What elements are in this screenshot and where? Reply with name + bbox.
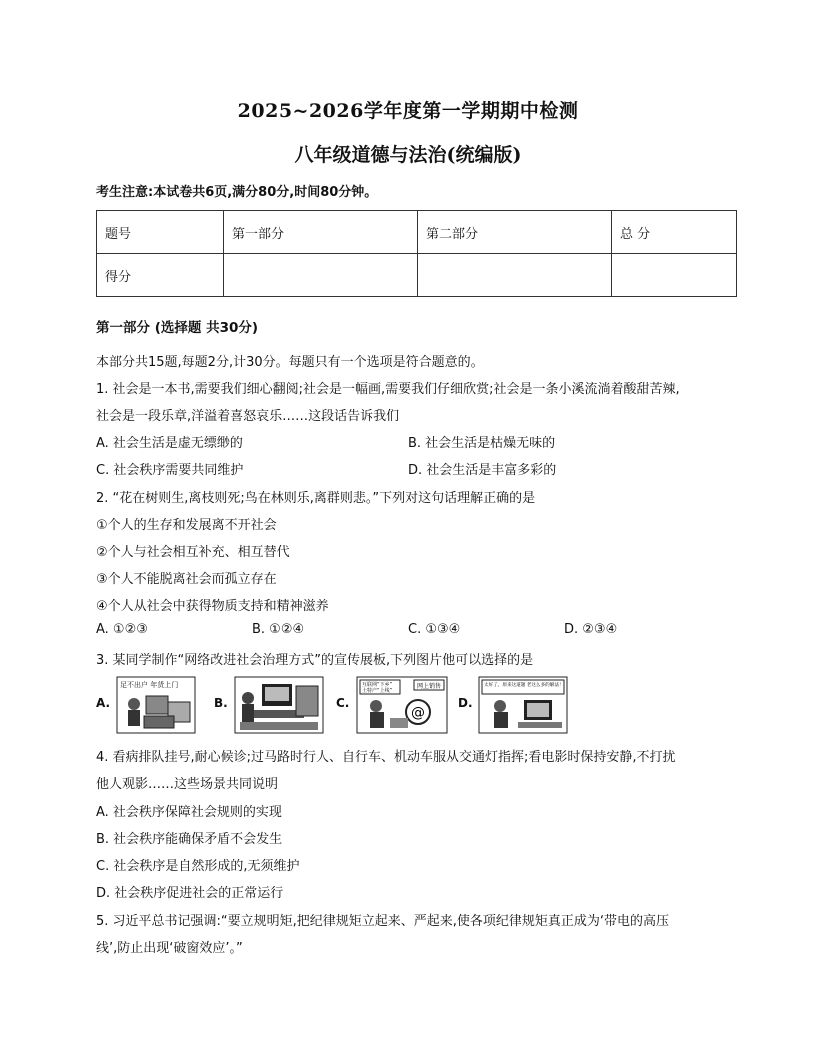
q4-option-a: A. 社会秩序保障社会规则的实现	[96, 805, 282, 820]
q3-image-option-b	[214, 676, 329, 734]
q4-stem-line1: 4. 看病排队挂号,耐心候诊;过马路时行人、自行车、机动车服从交通灯指挥;看电影时保持安静,不打扰	[96, 750, 676, 765]
score-table-score-row	[97, 254, 737, 297]
student-computer-illustration-icon	[478, 676, 568, 734]
q3-image-label-a: A.	[96, 696, 111, 710]
q3-image-option-c	[336, 676, 451, 734]
q3-c-caption-3: 网上销售	[417, 683, 442, 690]
q3-c-caption-1: 互联网“下乡”	[362, 682, 393, 688]
q1-option-d: D. 社会生活是丰富多彩的	[408, 463, 557, 478]
q2-statement-1: ①个人的生存和发展离不开社会	[96, 518, 277, 533]
q5-stem-line1: 5. 习近平总书记强调:“要立规明矩,把纪律规矩立起来、严起来,使各项纪律规矩真正成为‘带电的高压	[96, 914, 670, 929]
score-table-label-cell: 得分	[97, 254, 224, 297]
exam-notice: 考生注意:本试卷共6页,满分80分,时间80分钟。	[96, 185, 378, 200]
score-table-input-cell	[224, 254, 418, 297]
q3-image-label-c: C.	[336, 696, 350, 710]
score-table-input-cell	[418, 254, 612, 297]
q4-option-d: D. 社会秩序促进社会的正常运行	[96, 886, 284, 901]
score-table-header-cell: 题号	[97, 211, 224, 254]
q2-option-b: B. ①②④	[252, 622, 305, 637]
q3-image-option-d	[458, 676, 568, 734]
q2-stem: 2. “花在树则生,离枝则死;鸟在林则乐,离群则悲。”下列对这句话理解正确的是	[96, 491, 536, 506]
q2-statement-2: ②个人与社会相互补充、相互替代	[96, 545, 290, 560]
score-table-header-row	[97, 211, 737, 254]
q1-option-b: B. 社会生活是枯燥无味的	[408, 436, 556, 451]
q3-image-option-a	[96, 676, 206, 734]
q5-stem-line2: 线’,防止出现‘破窗效应’。”	[96, 941, 243, 956]
q1-stem-line2: 社会是一段乐章,洋溢着喜怒哀乐……这段话告诉我们	[96, 409, 400, 424]
part1-intro: 本部分共15题,每题2分,计30分。每题只有一个选项是符合题意的。	[96, 355, 484, 370]
q3-c-caption-2: 土特产“上线”	[362, 688, 393, 694]
q3-d-caption: 太好了，原来这道题 老这么多的解法！	[484, 683, 564, 688]
q2-statement-3: ③个人不能脱离社会而孤立存在	[96, 572, 277, 587]
score-table-header-cell: 第二部分	[418, 211, 612, 254]
q1-stem-line1: 1. 社会是一本书,需要我们细心翻阅;社会是一幅画,需要我们仔细欣赏;社会是一条小溪流淌着酸甜苦辣,	[96, 382, 680, 397]
q3-image-label-d: D.	[458, 696, 473, 710]
q1-option-a: A. 社会生活是虚无缥缈的	[96, 436, 243, 451]
q2-statement-4: ④个人从社会中获得物质支持和精神滋养	[96, 599, 329, 614]
at-sign-icon: @	[411, 705, 425, 721]
q3-image-options	[96, 676, 566, 734]
score-table-header-cell: 第一部分	[224, 211, 418, 254]
score-table-header-cell: 总 分	[612, 211, 737, 254]
q2-option-c: C. ①③④	[408, 622, 461, 637]
q1-option-c: C. 社会秩序需要共同维护	[96, 463, 244, 478]
exam-subtitle: 八年级道德与法治(统编版)	[294, 144, 522, 166]
exam-title: 2025~2026学年度第一学期期中检测	[237, 100, 579, 122]
q3-a-caption: 足不出户 年货上门	[120, 681, 179, 689]
score-table	[96, 210, 737, 297]
q4-stem-line2: 他人观影……这些场景共同说明	[96, 777, 279, 792]
score-table-input-cell	[612, 254, 737, 297]
online-sales-illustration-icon	[356, 676, 448, 734]
q2-option-d: D. ②③④	[564, 622, 618, 637]
q2-option-a: A. ①②③	[96, 622, 148, 637]
computer-office-illustration-icon	[234, 676, 324, 734]
q3-stem: 3. 某同学制作“网络改进社会治理方式”的宣传展板,下列图片他可以选择的是	[96, 653, 534, 668]
part1-heading: 第一部分 (选择题 共30分)	[96, 320, 259, 336]
delivery-illustration-icon	[116, 676, 196, 734]
q3-image-label-b: B.	[214, 696, 228, 710]
q4-option-b: B. 社会秩序能确保矛盾不会发生	[96, 832, 283, 847]
q4-option-c: C. 社会秩序是自然形成的,无须维护	[96, 859, 300, 874]
